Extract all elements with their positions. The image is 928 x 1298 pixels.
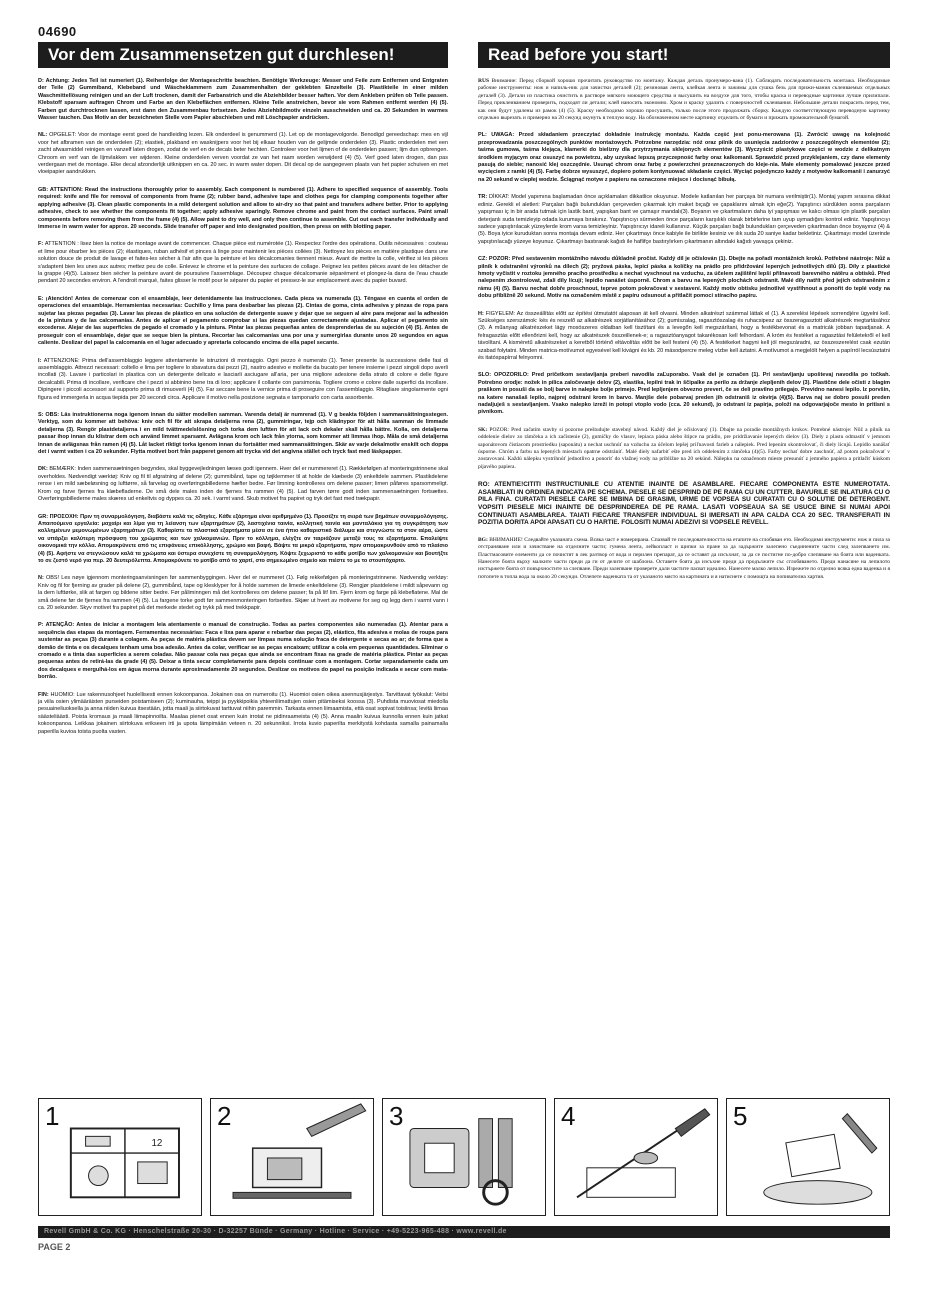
language-code: D:: [38, 78, 46, 84]
instruction-text: POZOR: Před sestavením montážního návodu důkladně pročíst. Každý díl je očíslován (1). Dbejte na pořadí montážních kroků. Potřebné nástroje: Nůž a pilník k odstranění výronků na dílech (2); pryžová páska, lepicí páska a kolíčky na prádlo pro přidržování lepených jednotlivých dílů (3). Díly z plastické hmoty vyčistit v roztoku jemného pracího prostředku a nechat vyschnout na vzduchu, za účelem zajištění lepší přilnavosti barevného nátěru a obtisků. Před nalepením zkontrolovat, zdali díly lícují; lepidlo nanášet úsporně. Chrom a barvu na lepených plochách odstranit. Malé díly natřít před jejich odstraněním z rámu (4) (5). Barvu nechat dobře proschnout, teprve potom pokračovat v sestavení. Každý motiv obtisku jednotlivě vystřihnout a ponořit do teplé vody na dobu přibližně 20 sekund. Motiv na označeném místě z papíru odsunout a přitlačit pomocí stíracího papíru.: [478, 256, 890, 300]
instruction-paragraph: [478, 311, 890, 363]
language-code: SK:: [478, 426, 490, 433]
instruction-paragraph: [478, 256, 890, 300]
instruction-paragraph: [38, 412, 448, 456]
knife-and-file-icon: [211, 1099, 373, 1215]
svg-text:12: 12: [151, 1138, 163, 1150]
instruction-text: ATENÇÃO: Antes de iniciar a montagem leia atentamente o manual de construção. Todas as partes componentes são numeradas (1). Atentar para a sequência das etapas da montagem. Ferramentas necessárias: Faca e lixa para aparar e rebarbar das peças (2), elástico, fita adesiva e molas de roupa para sustentar as peças (3) durante a colagem. As peças de matéria plástica devem ser limpas numa solução fraca de detergente e secas ao ar; de forma que a demão de tinta e os decalques tenham uma boa adesão. Antes da colar, verificar se as peças encaixam; utilizar a cola em pequenas quantidades. Eliminar o cromado e a tinta das superfícies a serem coladas. Não passar cola nas peças que ainda se encontram fixas na grade de matéria plástica. Pintar as peças pequenas antes de retirá-las da grade (4) (5). Deixar a tinta secar completamente para depois continuar com a montagem. Cortar separadamente cada um dos decalques e mergulhá-los em água morna durante aproximadamente 20 segundos. Deslizar os motivos do papel na posição indicada e secar com mata-borrão.: [38, 622, 448, 681]
step-5: [726, 1098, 890, 1216]
right-column: [478, 42, 890, 581]
instruction-text: UWAGA: Przed składaniem przeczytać dokładnie instrukcję montażu. Każda część jest ponu-merowana (1). Zwrócić uwagę na kolejność przeprowadzania poszczególnych punktów montażowych. Potrzebne narzędzia: nóż oraz pilnik do usunięcia zadziorów z poszczególnych elementów (2); taśma gumowa, taśma klejąca, klamerki do bielizny dla przytrzymania sklejonych elementów (3). Wyczyścić plastykowe części w wodzie z delikatnym środkiem myjącym oraz osuszyć na powietrzu, aby uzyskać lepszą przyczepność farby oraz kalkomanii. Sprawdzić przed przyklejaniem, czy dane elementy pasują do siebie; nanosić klej oszczędnie. Usunąć chrom oraz farbę z powierzchni przeznaczonych do kleje-nia. Małe elementy pomalować jeszcze przed wycięciem z ramki (4) (5). Farbę dobrze wysuszyć, dopiero potem kontynuować składanie części. Wyciąć pojedynczo każdy z motywów kalkomanii i zanurzyć na 20 sekund w ciepłej wodzie. Ściągnąć motyw z papieru na oznaczone miejsce i docisnąć bibułą.: [478, 132, 891, 183]
right-instructions: [478, 78, 890, 581]
language-code: RO:: [478, 481, 495, 489]
instruction-paragraph: [478, 481, 890, 527]
step-3-number: 3: [389, 1101, 404, 1131]
language-code: DK:: [38, 466, 50, 473]
instruction-text: FIGYELEM: Az összeállítás előtt az építési útmutatót alaposan át kell olvasni. Minden alkatrészt számmal láttak el (1). A szerelési lépések sorrendjére ügyelni kell. Szükséges szerszámok: kés és reszelő az alkatrészek sorjátlanításához (2); gumiszalag, ragasztószalag és ruhacsipesz az összeragasztott alkatrészek megtartásához (3). A műanyag alkatrészeket lágy mosószeres oldatban kell tisztítani és a levegőn kell megszárítani, hogy a festékbevonat és a matricák jobban tapadjanak. A felragasztás előtt ellenőrizni kell, hogy az alkatrészek összeillenek-e; a ragasztóanyagot takarékosan kell felhordani. A króm és festéket a ragasztási felületekről el kell távolítani. A kisméretű alkatrészeket a keretből történő eltávolítás előtt be kell festeni (4) (5). A festékeket hagyni kell jól megszáradni, az összeszerelést csak ezután szabad folytatni. Minden matrica-motívumot egyesével kell kivágni és kb. 20 másodpercre meleg vízbe kell áztatni. A motívumot a megjelölt helyen a papírról lecsúsztatni és itatóspapírral felnyomni.: [478, 310, 890, 361]
language-code: GR:: [38, 513, 50, 520]
decal-water-icon: [727, 1099, 889, 1215]
step-3: [382, 1098, 546, 1216]
language-code: E:: [38, 295, 46, 302]
instruction-text: BEMÆRK: Inden sammensætningen begyndes, skal byggevejledningen læses godt igennem. Hver del er nummereret (1). Rækkefølgen af monteringstrinnene skal overholdes. Nødvendigt værktøj: Kniv og fil til afgratning af delene (2); gummibånd, tape og tøjklemmer til at holde de klæbede (3) enkeltdele sammen. Plastikdelene rense i en mild sæbeløsning og lufttørre, så farvelag og overføringsbillederne hæfter bedre. Før limning kontrolleres om delene passer; limen påføres sparsommeligt. Krom og farve fjernes fra klæbefladerne. De små dele males inden de fjernes fra rammen (4) (5). Lad farven tørre godt inden sammensætningen fortsættes. Overføringsbillederne males skæres ud enkeltvis og dyppes ca. 20 sek. i varmt vand. Skub motivet fra papiret og tryk det fast med trækpapir.: [38, 466, 448, 503]
instruction-text: ¡Atención! Antes de comenzar con el ensamblaje, leer detenidamente las instrucciones. Cada pieza va numerada (1). Téngase en cuenta el orden de operaciones del ensamblaje. Herramientas necesarias: Cuchillo y lima para desbarbar las piezas (2). Cintas de goma, cinta adhesiva y pinzas de ropa para sujetar las piezas pegadas (3). Lavar las piezas de plástico en una solución de detergente suave y dejar que se seguen al aire para mejorar así la adhesión de la pintura y de las calcomanías. Antes de aplicar el pegamento comprobar si las piezas quedan correctamente ajustadas. Aplicar el pegamento sin excederse. Alejar de las superficies de pegado el cromado y la pintura. Pintar las piezas pequeñas antes de desprenderlas de su sujeción (4) (5). Antes de proseguir con el ensamblaje, dejar que se seque bien la pintura. Recortar las calcomanías una por una y sumergirlas durante unos 20 segundos en agua caliente. Deslizar del papel la calcomanía en el lugar adecuado y apretarla colocando encima de ella papel secante.: [38, 295, 448, 347]
instruction-paragraph: [38, 358, 448, 402]
instruction-paragraph: [38, 575, 448, 612]
left-column: [38, 42, 448, 736]
step-2-number: 2: [217, 1101, 232, 1131]
language-code: FIN:: [38, 691, 51, 698]
language-code: GB:: [38, 186, 50, 193]
language-code: S:: [38, 412, 46, 419]
footer-bar: Revell GmbH & Co. KG · Henschelstraße 20-30 · D-32257 Bünde · Germany · Hotline · Service · +49-5223-965-488 · www.revell.de: [38, 1226, 890, 1238]
language-code: SLO:: [478, 372, 495, 379]
left-instructions: [38, 78, 448, 736]
language-code: PL:: [478, 132, 492, 139]
instruction-paragraph: [38, 514, 448, 566]
instruction-paragraph: [478, 78, 890, 122]
page-number: 04690: [38, 24, 77, 39]
language-code: RUS: [478, 78, 492, 84]
step-1: [38, 1098, 202, 1216]
language-code: CZ:: [478, 256, 489, 263]
language-code: P:: [38, 622, 46, 629]
instruction-paragraph: [38, 241, 448, 285]
instruction-text: HUOMIO: Lue rakennusohjeet huolellisesti ennen kokoonpanoa. Jokainen osa on numeroitu (1). Huomioi osien oikea asennusjärjestys. Tarvittavat työkalut: Veitsi ja viila osien ylimääräisten purseiden poistamiseen (2); kuminauha, teippi ja pyykkipoikia yhteenliimattujen osien pitämiseksi koossa (3). Puhdista muoviosat miedolla pesuaineliuoksella ja anna niiden kuivua itsestään, jotta maali ja siirtokuvat tarttuvat niihin paremmin. Tarkasta ennen liimaamista, että osat sopivat toisiinsa; levitä liimaa säästeliäästi. Poista kromaus ja maali liimapinnoilta. Maalaa pienet osat ennen kuin irrotat ne pidinraameista (4) (5). Anna maalin kuivua kunnolla ennen kuin jatkat kokoonpanoa. Leikkaa jokainen siirtokuva erikseen irti ja upota lämpimään veteen n. 20 sekunniksi. Irrota kuvio paperilta merkitystä kohdasta samalla painamalla paperilla kuvioa toista puolta vasten.: [38, 691, 448, 735]
step-4-number: 4: [561, 1101, 576, 1131]
left-header: Vor dem Zusammensetzen gut durchlesen!: [38, 42, 448, 68]
instruction-paragraph: [38, 187, 448, 231]
instruction-paragraph: [478, 537, 890, 581]
numbered-parts-icon: [39, 1099, 201, 1215]
instruction-text: ATTENTION: Read the instructions thoroughly prior to assembly. Each component is numbered (1). Adhere to specified sequence of assembly. Tools required: knife and file for removal of components from frame (2); rubber band, adhesive tape and clothes pegs for clamping components together after applying adhesive (3). Clean plastic components in a mild detergent solution and allow to air-dry so that paint and transfers adhere better. Prior to applying adhesive, check to see whether the components fit together; apply adhesive sparingly. Remove chrome and paint from the contact surfaces. Paint small components before removing them from the frame (4) (5). Allow paint to dry well, and only then continue to assemble. Cut out each transfer individually and immerse in warm water for approx. 20 seconds. Slide transfer off paper and into designated position, then press on with blotting paper.: [38, 186, 449, 230]
language-code: NL:: [38, 132, 50, 139]
clamp-and-tape-icon: [383, 1099, 545, 1215]
instruction-text: ATTENTION : lisez bien la notice de montage avant de commencer. Chaque pièce est numérotée (1). Respectez l'ordre des opérations. Outils nécessaires : couteau et lime pour ébarber les pièces (2); élastiques, ruban adhésif et pinces à linge pour maintenir les pièces collées (3). Nettoyez les pièces en matière plastique dans une solution douce de produit de lavage et faites-les sécher à l'air afin que la peinture et les décalcomanies tiennent mieux. Avant de mettre la colle, vérifiez si les pièces s'adaptent bien les unes aux autres; mettez peu de colle. Enlevez le chrome et la peinture des surfaces de collage. Peignez les petites pièces avant de les détacher de la grappe (4)(5). Laissez bien sécher la peinture avant de poursuivre l'assemblage. Découpez chaque décalcomanie séparément et plongez-la dans de l'eau chaude pendant 20 secondes environ. A l'endroit marqué, faites glisser le motif pour le séparer du papier et pressez-le sur emplacement avec du papier buvard.: [38, 241, 448, 285]
instruction-paragraph: [38, 78, 448, 122]
brush-painting-icon: [555, 1099, 717, 1215]
right-header: Read before you start!: [478, 42, 890, 68]
instruction-text: Внимание: Перед сборкой хорошо прочитать руководство по монтажу. Каждая деталь пронумеро-вана (1). Соблюдать последовательность монтажа. Необходимые рабочие инструменты: нож и напиль-ник для зачистки деталей (2); резиновая лента, клейкая лента и зажимы для сушка безь для прижи-мания склеиваемых отдельных деталей (3). Детали из пластика очистить в растворе мягкого моющего средства и высушить на воздухе для того, чтобы краска и переводные картинки лучше прилипали. Перед приклеиванием проверить, подходят ли детали; клей наносить экономно. Хром и краску удалить с поверхностей склеивания. Небольшие детали покрасить перед тем, как они будут удалены из рамок (4) (5). Краску необходимо хорошо просушить, только после этого продолжать сборку. Каждую соответствующую переводную картинку отдельно вырезать и примерно на 20 секунд окунуть в теплую воду. На обозначенном месте картинку отделить от бумаги и прижать промокательной бумагой.: [478, 78, 890, 122]
language-code: N:: [38, 575, 46, 582]
language-code: BG:: [478, 536, 490, 543]
instruction-text: DİKKAT: Model yapımına başlamadan önce açıklamaları dikkatlice okuyunuz. Modele katlanılan her parçaya bir numara verilmiştir(1). Montaj yapım sırasına dikkat ediniz. Gerekli el aletleri: Parçaları bağlı bulundukları çerçeveden çıkarmak için maket bıçağı ve çapaklarını almak için eğe(2). Yapıştırıcı sürdükten sonra parçaların yapışması iç in bir arada tutmak için lastik bant, yapışkan bant ve çamaşır mandalı(3). Boyanın ve çıkartmaların daha iyi yapışması ve kalıcı olması için plastik parçaları deterjanlı suda temizleyip odada kurumaya bırakınız. Yapıştırıcıyı sürmeden önce parçaların karşılıklı olarak birbirlerine tam uyup uymadığını kontrol ediniz. Yapıştırıcıyı sadece yapıştırılacak yüzeylerde krom varsa temizleyiniz. Yapıştırıcıyı idareli kullanınız. Küçük parçaları bağlı bulundukları çerçeveden çıkartmadan önce boyayınız (4) & (5). Boya iyice kuruduktan sonra montaja devam ediniz. Her çıkartmayı önce kabiyle ile birlikte kesiniz ve ılık suda 20 saniye kadar bekletiniz. Çıkartmayı model üzerinde yapıştırılacağı yüzeye koyunuz. Çıkartmayı bastırarak kağıdı ile haflifçe bastırylırken çıkartmanın altındaki kağıdı yavaşça çekiniz.: [478, 194, 890, 245]
footer-page-label: PAGE 2: [38, 1242, 71, 1252]
instruction-paragraph: [38, 692, 448, 736]
instruction-text: OPOZORILO: Pred pričetkom sestavljanja preberi navodila zaĽuporabo. Vsak del je označen (1). Pri sestavljanju upoštevaj navodila po točkah. Potrebno orodje: nožek in pilica zaločevanje delov (2), elastika, lepilni trak in ščipalke za perilo za držanje zlepljenih delov (3). Plastične dele očisti z blagim praškom in posuši da se bolj barve in nalepke bolje primejo. Pred lepljenjem obvezno preveri, če se deli pravilno prilegajo. Previdno nanesi lepilo. Iz porvšin, na katere nanašaš lepilo, najprej odstrani krom in barvo. Manjše dele pobarvaj preden jih odstraniš iz okvirja (4)(5). Barva naj se dobro posuši preden nadaljuješ s sestavljanjem. Vsako nalepko izreži in potopi vtoplo vodo (cca. 20 sekund), jo odstrani iz papirja, položi na odgovarjajoče mesto in pritisni s pivnikom.: [478, 372, 890, 416]
instruction-text: ΠΡΟΣΟΧΗ: Πριν τη συναρμολόγηση, διαβάστε καλά τις οδηγίες. Κάθε εξάρτημα είναι αριθμημένο (1). Προσέξτε τη σειρά των βημάτων συναρμολόγησης. Απαιτούμενα εργαλεία: μαχαίρι και λίμα για τη λείανση των εξαρτημάτων (2), λαστιχένια ταινία, κολλητική ταινία και μανταλάκια για τη συγκράτηση των κολλημένων μεμονωμένων εξαρτημάτων (3). Καθαρίστε τα πλαστικά εξαρτήματα μέσα σε ένα ήπιο καθαριστικό διάλυμα και στεγνώστε τα στον αέρα, ώστε να υπάρξει καλύτερη πρόσφυση του χρώματος και των χαλκομανιών. Πριν το κόλλημα, ελέγξτε αν ταιριάζουν μεταξύ τους τα εξαρτήματα. Επαλείψτε οικονομικά την κόλλα. Απομακρύνετε από τις επιφάνειες επικόλλησης, χρώμιο και βαφή. Βάψτε τα μικρά εξαρτήματα, πριν απομακρυνθούν από το πλαίσιο (4) (5). Αφήστε να στεγνώσουν καλά τα χρώματα και ύστερα συνεχίστε τη συναρμολόγηση. Κόψτε ξεχωριστά το κάθε μοτίβο των χαλκομανιών και βουτήξτε το σε ζεστό νερό για περ. 20 δευτερόλεπτα. Απομακρύνετε το μοτίβο από το χαρτί, στο σημειωμένο σημείο και πιέστε το με το στουπόχαρτο.: [38, 513, 448, 564]
instruction-text: Achtung: Jedes Teil ist numeriert (1). Reihenfolge der Montageschritte beachten. Benötigte Werkzeuge: Messer und Feile zum Entfernen und Entgraten der Teile (2) Gummiband, Klebeband und Wäscheklammern zum Zusammenhalten der geklebten Einzelteile (3). Plastikteile in einer milden Waschmittellösung reinigen und an der Luft trocknen, damit der Farbanstrich und die Abziehbilder besser haften. Vor dem Ankleben prüfen ob Teile passen. Klebstoff sparsam auftragen Chrom und Farbe an den Klebeflächen entfernen. Kleine Teile anstreichen, bevor sie vom Rahmen entfernt werden (4) (5). Farben gut durchtrocknen lassen, erst dann den Zusammenbau fortsetzen. Jedes Abziehbildmotiv einzeln ausschneiden und ca. 20 Sekunden in warmes Wasser tauchen. Das Motiv an der bezeichneten Stelle vom Papier abschieben und mit Löschpapier andrücken.: [38, 78, 448, 122]
instruction-text: OBS! Les nøye igjennom monteringsanvisningen før sammenbyggingen. Hver del er nummeret (1). Følg rekkefølgen på monteringstrinnene. Nødvendig verktøy: Kniv og fil for fjerning av grader på delene (2), gummibånd, tape og klesklyper for å holde sammen de limede enkeltdelene (3). Rengjør plastdelene i mildt såpevann og la dem lufttørke, slik at fargen og bildene sitter bedre. Før påliminngen må det kontrolleres om delene passer; fa på lit! lim. Fjern krom og farge på klebeflatene. Mal de små delene før de fjernes fra rammen (4) (5). La fargene torke godt før sammenmonteringen fortsettes. Skjær ut hvert av motivene for seg og legg dem i varmt vann i ca. 20 sekunder. Skyv motivet fra papiret på det merkede stedet og trykk på med trekkpapir.: [38, 575, 448, 611]
instruction-text: ВНИМАНИЕ! Следвайте указаната схема. Всяка част е номерирана. Спазвай те последователността на етапите на сглобяван ето. Необходими инструменти: нож и пила за отстраняване или и зачистване на отделните части; гумена лента, лейкопласт и щипки за пране за да задържите залепено съединените части след залепването им. Пластмасовите елементи да се почистят в лек разтвор от вода и перилен препарат, да се оставят да изсъхнат, за да се постигне по-добро слепяване на боята или ваденката. Нанесете боята върху малките части преди да ги от делите от шаблона. Оставете боята да изсъхне преди да продължите със сглобяването. Преди нанасяне на лепилото изстържете боята от повърхностите за слепване. Преди залепване проверете дали частите пасват идеално. Нанесете малко лепило. Изрежете по отделно всяка една ваденка и я потопете в топла вода за около 20 секунди. Отлепете ваденката та от указаното място на картината и я натиснете с помощта на попивателна хартия.: [478, 536, 890, 580]
instruction-text: OBS: Läs instruktionerna noga igenom innan du sätter modellen samman. Varenda detalj är numrerad (1). V g beakta följden i sammansättningsstegen. Verktyg, som du kommer att behöva: kniv och fil för att skrapa detaljerna rena (2), gummiringar, tejp och klädnypor för att hålla samman de limmade detaljerna (3). Rengör plastdetaljerna i en mild tvättmedelslösning och torka dem luftten för att lack och dekaler skall hålla bättre. Kolla, om detaljerna passar ihop innan du klistrar dem och använd limmet sparsamt. Avlägsna krom och lack från ytorna, som kommer att limmas ihop. Måla de små detaljerna innan de avlägsnas från ramen (4) (5). Låt lacket riktigt torka igenom innan du fortsätter med sammansättningen. Skär av varje dekalmotiv enskilt och doppa det i varmt vatten i ca 20 sekunder. Flytta motivet bort från papperet genom att trycka vid det angivna stället och tryck fast med läskpapper.: [38, 412, 448, 456]
language-code: H:: [478, 310, 486, 317]
language-code: F:: [38, 241, 45, 248]
instruction-paragraph: [38, 466, 448, 503]
instruction-paragraph: [38, 132, 448, 176]
instruction-paragraph: [478, 372, 890, 416]
instruction-paragraph: [478, 427, 890, 471]
step-illustrations: [38, 1098, 890, 1216]
instruction-text: POZOR: Pred začatím stavby si pozorne preštudujte stavebný návod. Každý diel je očíslovaný (1). Dbajte na poradie montážnych krokov. Potrebné nástroje: Nôž a pilník na oddelenie dielov zo rámčeka a ich začistenie (2), gumičky do vlasov, lepiaca páska alebo štipce na prádlo, pre pridržiavanie lepených dielov (3). Diely z plastu odmastiť v jemnom saponátovom čistiacom prostriedku (saponátu) a nechat uschnúť na vzduchu za účelom lepšej priľnavosti farieb a nálepiek. Pred lepením skontrolovať, či diely lícujú. Lepidlo nanášať úsporne. Chróm a farbu na lepených miestach opatrne odstrániť. Malé diely nafarbiť ešte pred ich oddelením z rámčeka (4)(5). Farby nechať dobre zaschnúť, až potom pokračovať v zostavovaní. Každú nálepku vystrihnúť jednotlivo a ponoriť do vlažnej vody na približne na 20 sekúnd. Nálepku na označenom mieste presunúť z jemného papiera a pritlačiť kúskom pijavého papiera.: [478, 426, 890, 470]
instruction-text: ATENTIE!CITITI INSTRUCTIUNILE CU ATENTIE INAINTE DE ASAMBLARE. FIECARE COMPONENTA ESTE NUMEROTATA. ASAMBLATI IN ORDINEA INDICATA PE SCHEMA. PIESELE SE DESPRIND DE PE RAMA CU UN CUTTER. BAVURILE SE INLATURA CU O PILA FINA. CURATATI PIESELE CARE SE IMBINA DE GRASIMI, URME DE VOPSEA SU CURATATI CU O SOLUTIE DE DETERGENT. VOPSITI PIESELE MICI INAINTE DE DESPRINDEREA DE PE RAMA. LASATI VOPSEAUA SA SE USUCE BINE SI NUMAI APOI CONTINUATI ASAMBLAREA. TAIATI FIECARE TRANSFER INDIVIDUAL SI IMERSATI IN APA CALDA CCA 20 SEC. TRANSFERATI IN POZITIA DORITA APOI APASATI CU O HARTIE. FOLOSITI NUMAI ADEZIVI SI VOPSELE REVELL.: [478, 481, 890, 527]
step-1-number: 1: [45, 1101, 60, 1131]
language-code: TR:: [478, 194, 489, 201]
instruction-paragraph: [478, 194, 890, 246]
step-2: [210, 1098, 374, 1216]
instruction-paragraph: [478, 132, 890, 184]
instruction-text: ATTENZIONE: Prima dell'assemblaggio leggere attentamente le istruzioni di montaggio. Ogni pezzo è numerato (1). Tener presente la successione delle fasi di assemblaggio. Attrezzi necessari: coltello e lima per togliere lo sbavatura dai pezzi (2), nastro adesivo e mollette da bucato per tenere insieme i pezzi singoli dopo averli incollati (3). Lavare i particolari in plastica con un detergente delicato e lasciarli asciugare all'aria, per una migliore adesione della strato di colore e delle figure decalcabili. Prima di incollare, verificare che i pezzi si abbinino bene tra di loro; applicare il collante con parsimonia. Togliere cromo e colore dalle superfici da incollare. Dipingere i piccoli accessori sul supporto prima di rimuoverli (4) (5). Far seccare bene la vernice prima di proseguire con l'assemblaggio. Ritagliare singolarmente ogni figura ed immergerla in acqua tiepida per 20 secondi circa. Applicare il motivo nella posizione segnata e tamponarlo con carta assorbente.: [38, 357, 449, 401]
instruction-paragraph: [38, 622, 448, 681]
language-code: I:: [38, 357, 44, 364]
step-4: [554, 1098, 718, 1216]
instruction-text: OPGELET: Voor de montage eerst goed de handleiding lezen. Elk onderdeel is genummerd (1). Let op de montagevolgorde. Benodigd gereedschap: mes en vijl voor het afbramen van de onderdelen (2); elastiek, plakband en wasknijpers voor het bij elkaar houden van de gelijmde onderdelen (3). Plastic onderdelen met een zacht afwasmiddel reinigen en vanzelf laten drogen, zodat de verf en de decals beter hechten. Controleer voor het lijmen of de onderdelen passen; lijm dun opbrengen. Chroom en verf van de lijmvlakken ver wijderen. Kleine onderdelen verven voordat ze van het raam worden verwijderd (4) (5). Verf goed laten drogen, dan pas verdergaan met de montage. Elke decal afzonderlijk uitknippen en ca. 20 sec. in warm water dopen. Dit decal op de aangegeven plaats van het papier schuiven en met vloeipapier aandrukken.: [38, 132, 448, 176]
instruction-paragraph: [38, 296, 448, 348]
step-5-number: 5: [733, 1101, 748, 1131]
